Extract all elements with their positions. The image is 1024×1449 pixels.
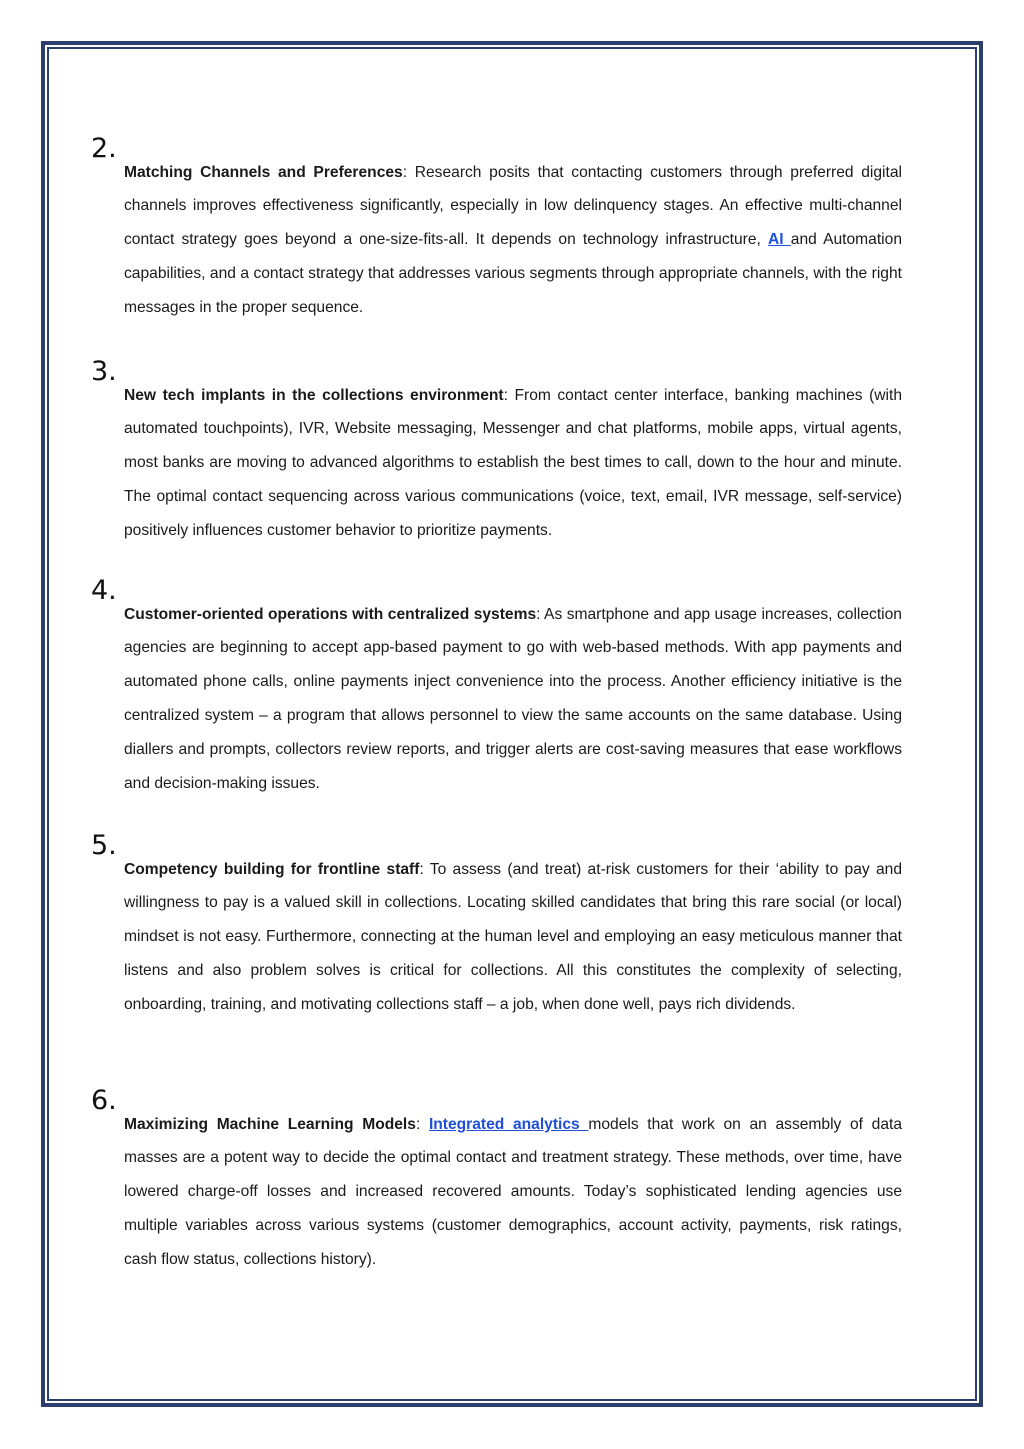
list-item xyxy=(91,1085,902,1292)
integrated-analytics-link[interactable]: Integrated analytics xyxy=(428,1115,589,1133)
list-item xyxy=(91,575,902,816)
item-heading: Competency building for frontline staff xyxy=(124,860,420,878)
item-number: 5. xyxy=(91,830,117,861)
item-text: : xyxy=(415,1115,429,1133)
item-paragraph xyxy=(124,379,902,548)
item-number: 6. xyxy=(91,1085,117,1116)
item-text: : Research posits that contacting customers through preferred digital channels improves effectiveness significantly, especially in low delinquency stages. An effective multi-channel contact strategy goes beyond a one-size-fits-all. It depends on technology infrastructure, xyxy=(124,163,902,249)
item-number: 3. xyxy=(91,356,117,387)
item-heading: Matching Channels and Preferences xyxy=(124,163,403,181)
item-number: 4. xyxy=(91,575,117,606)
item-paragraph xyxy=(124,853,902,1022)
list-item xyxy=(91,830,902,1037)
item-text-tail: models that work on an assembly of data masses are a potent way to decide the optimal contact and treatment strategy. These methods, over time, have lowered charge-off losses and increased recovered amounts. Today’s sophisticated lending agencies use multiple variables across various systems (customer demographics, account activity, payments, risk ratings, cash flow status, collections history). xyxy=(124,1115,902,1268)
ai-link[interactable]: AI xyxy=(768,231,791,249)
item-number: 2. xyxy=(91,133,117,164)
item-paragraph xyxy=(124,598,902,801)
item-text: : From contact center interface, banking machines (with automated touchpoints), IVR, Website messaging, Messenger and chat platforms, mobile apps, virtual agents, most banks are moving to advanced algorithms to establish the best times to call, down to the hour and minute. The optimal contact sequencing across various communications (voice, text, email, IVR message, self-service) positively influences customer behavior to prioritize payments. xyxy=(124,386,902,539)
item-text-tail: and Automation capabilities, and a contact strategy that addresses various segments through appropriate channels, with the right messages in the proper sequence. xyxy=(124,231,902,316)
list-item xyxy=(91,356,902,563)
item-text: : To assess (and treat) at-risk customers for their ‘ability to pay and willingness to pay is a valued skill in collections. Locating skilled candidates that bring this rare social (or local) mindset is not easy. Furthermore, connecting at the human level and employing an easy meticulous manner that listens and also problem solves is critical for collections. All this constitutes the complexity of selecting, onboarding, training, and motivating collections staff – a job, when done well, pays rich dividends. xyxy=(124,860,902,1013)
item-text: : As smartphone and app usage increases, collection agencies are beginning to accept app-based payment to go with web-based methods. With app payments and automated phone calls, online payments inject convenience into the process. Another efficiency initiative is the centralized system – a program that allows personnel to view the same accounts on the same database. Using diallers and prompts, collectors review reports, and trigger alerts are cost-saving measures that ease workflows and decision-making issues. xyxy=(124,605,902,792)
item-heading: Customer-oriented operations with centralized systems xyxy=(124,605,537,623)
item-paragraph xyxy=(124,1108,902,1277)
list-item xyxy=(91,133,902,340)
item-heading: New tech implants in the collections environment xyxy=(124,386,504,404)
item-heading: Maximizing Machine Learning Models xyxy=(124,1115,416,1133)
item-paragraph xyxy=(124,156,902,325)
